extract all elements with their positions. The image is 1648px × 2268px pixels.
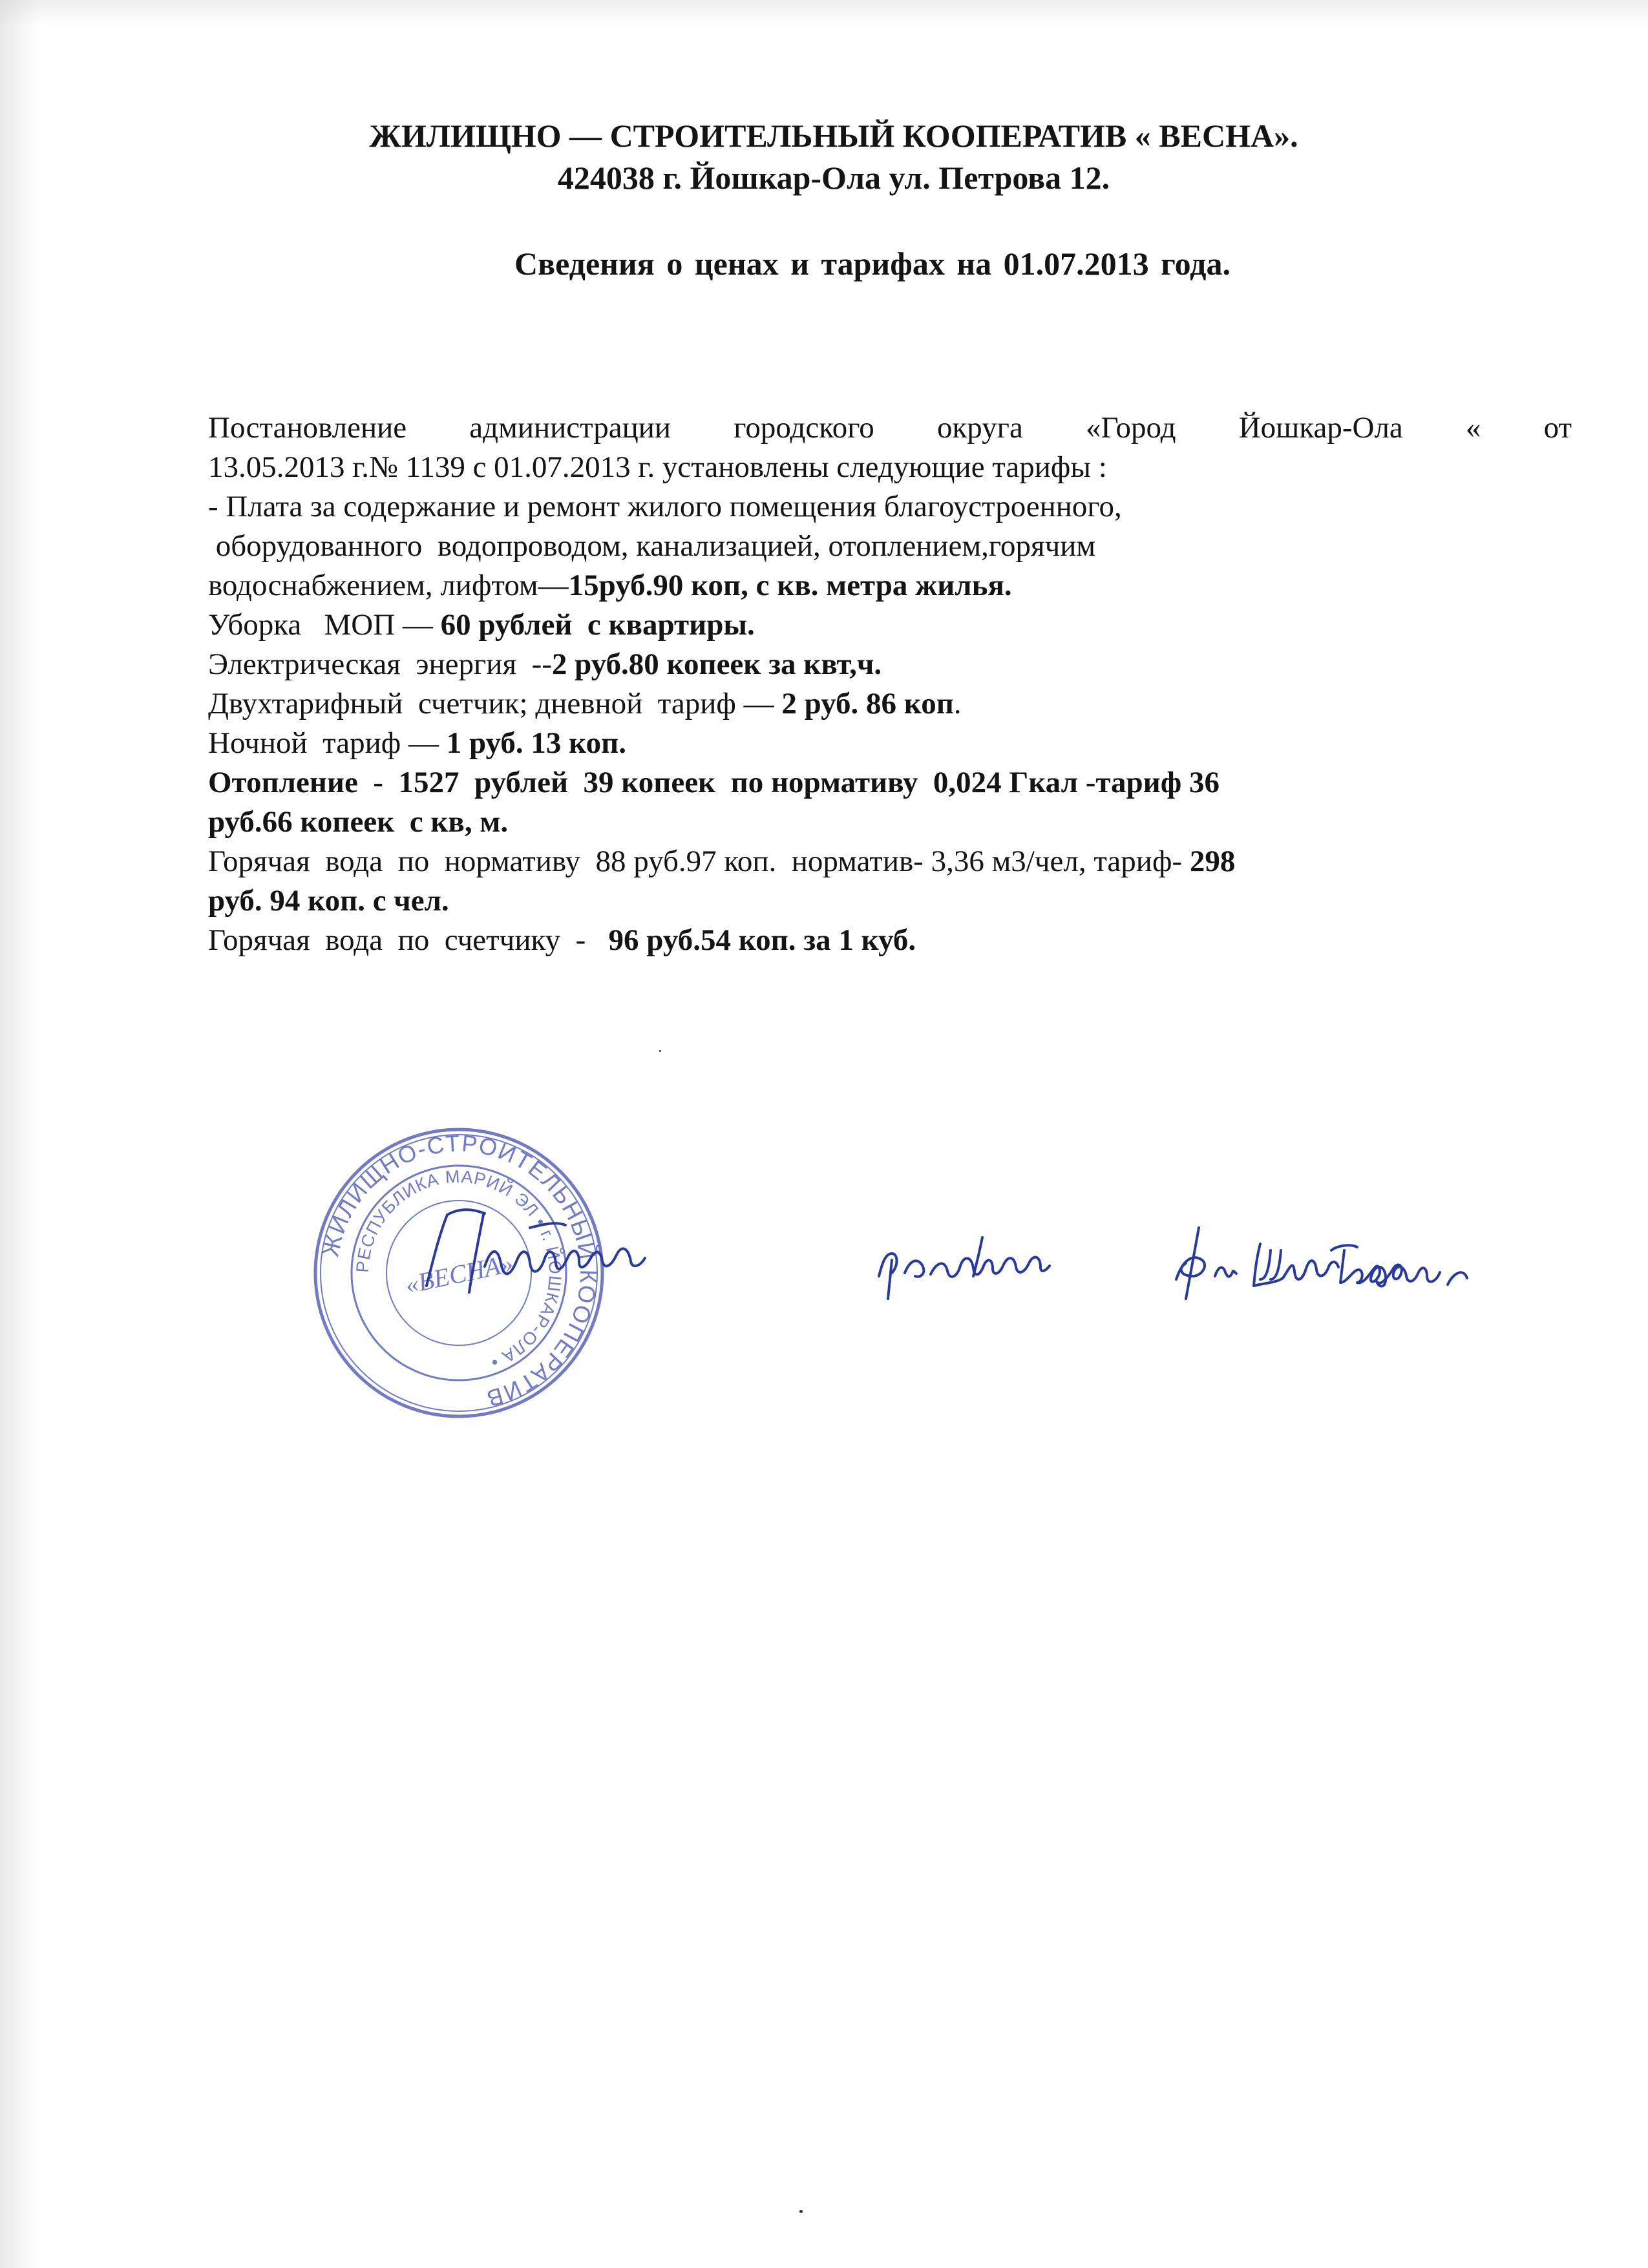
text-line: Постановление администрации городского округа «Город Йошкар-Ола « от [208, 411, 1572, 445]
text-line: - Плата за содержание и ремонт жилого помещения благоустроенного, [208, 490, 1122, 523]
text-line-heating: Отопление - 1527 рублей 39 копеек по нормативу 0,024 Гкал -тариф 36 [208, 766, 1220, 799]
text-line-day-tariff: Двухтарифный счетчик; дневной тариф — 2 руб. 86 коп. [208, 687, 962, 720]
text-line: 13.05.2013 г.№ 1139 с 01.07.2013 г. установлены следующие тарифы : [208, 450, 1107, 484]
text-line-hot-water-norm: Горячая вода по нормативу 88 руб.97 коп. норматив- 3,36 м3/чел, тариф- 298 [208, 845, 1236, 878]
text-line-cleaning: Уборка МОП — 60 рублей с квартиры. [208, 608, 755, 642]
text-line-hot-water-norm-cont: руб. 94 коп. с чел. [208, 884, 449, 918]
stamp-outer-text: ЖИЛИЩНО-СТРОИТЕЛЬНЫЙ КООПЕРАТИВ [317, 1129, 602, 1413]
chairman-signature [414, 1189, 1642, 1318]
stamp-inner-text: РЕСПУБЛИКА МАРИЙ ЭЛ • г. ЙОШКАР-ОЛА • [352, 1166, 565, 1373]
text-line-maintenance: водоснабжением, лифтом—15руб.90 коп, с кв. метра жилья. [208, 569, 1012, 602]
scan-speck [659, 1050, 661, 1052]
organization-name: ЖИЛИЩНО — СТРОИТЕЛЬНЫЙ КООПЕРАТИВ « ВЕСНА». [369, 118, 1298, 154]
text-line-electricity: Электрическая энергия --2 руб.80 копеек за квт,ч. [208, 647, 882, 681]
text-line: оборудованного водопроводом, канализацией, отоплением,горячим [208, 529, 1096, 563]
text-line-heating-cont: руб.66 копеек с кв, м. [208, 805, 509, 839]
scan-shadow-left [0, 0, 39, 2268]
scan-speck [799, 2210, 803, 2213]
text-line-hot-water-meter: Горячая вода по счетчику - 96 руб.54 коп. за 1 куб. [208, 923, 916, 957]
stamp-center-text: «ВЕСНА» [403, 1248, 516, 1300]
document-title: Сведения о ценах и тарифах на 01.07.2013 года. [514, 246, 1231, 282]
tariff-text-block [208, 408, 1572, 960]
scan-shadow-top [0, 0, 1648, 26]
organization-address: 424038 г. Йошкар-Ола ул. Петрова 12. [557, 160, 1110, 196]
text-line-night-tariff: Ночной тариф — 1 руб. 13 коп. [208, 726, 626, 760]
